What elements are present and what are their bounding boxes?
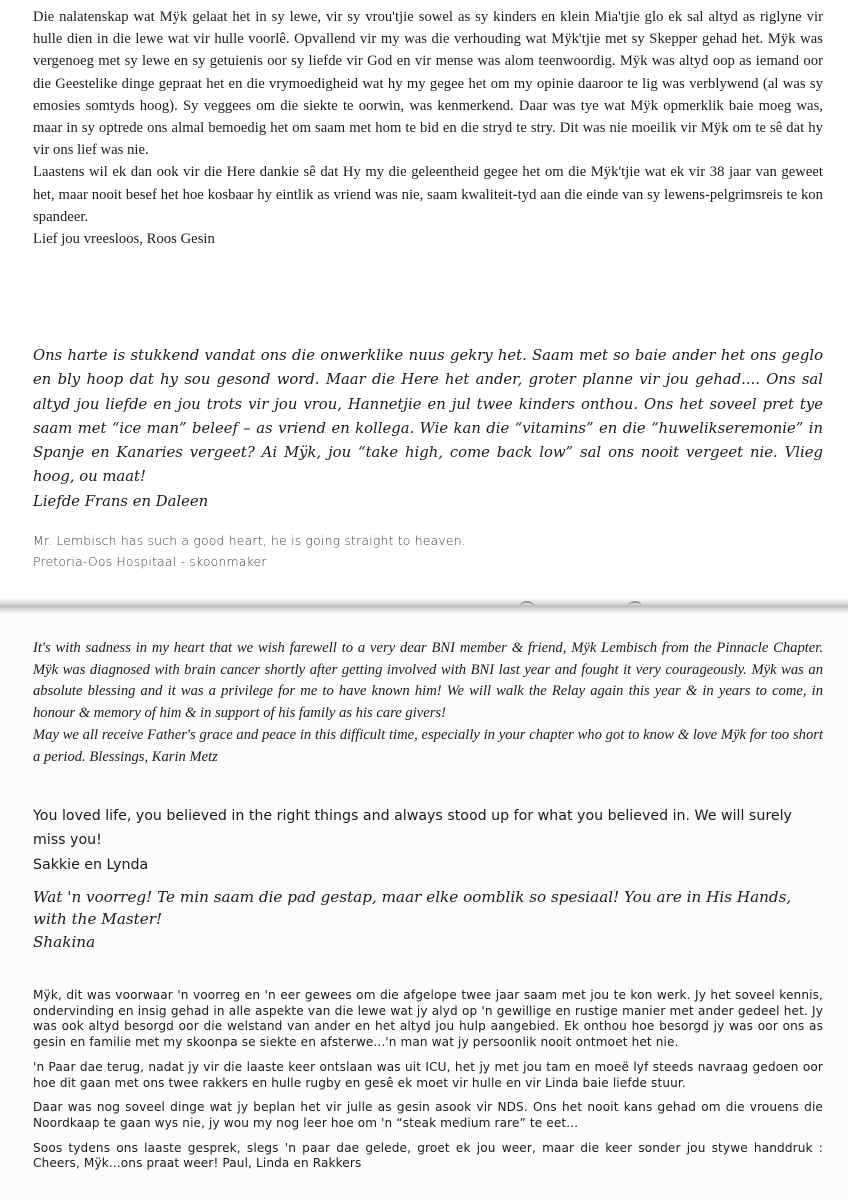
tribute-paragraph: Mÿk, dit was voorwaar 'n voorreg en 'n eer gewees om die afgelope twee jaar saam met jou te kon werk. Jy het soveel kennis, ondervinding en insig gehad in alle aspekte van die lewe wat jy alyd op 'n gewillige en rustige manier met ander gedeel het. Jy was ook altyd besorgd oor die welstand van ander en het altyd jou hulp aangebied. Ek onthou hoe besorgd jy was oor ons as gesin en familie met my skoonpa se siekte en afsterwe...'n man wat jy persoonlik nooit ontmoet het nie. xyxy=(33,988,823,1050)
tribute-paragraph: Daar was nog soveel dinge wat jy beplan het vir julle as gesin asook vir NDS. Ons het nooit kans gehad om die vrouens die Noordkaap te gaan wys nie, jy wou my nog leer hoe om 'n “steak medium rare” te eet... xyxy=(33,1100,823,1130)
tribute-signature: Shakina xyxy=(33,932,96,951)
tribute-roos-gesin xyxy=(33,6,823,250)
fold-notch xyxy=(628,601,642,611)
tribute-body: It's with sadness in my heart that we wish farewell to a very dear BNI member & friend, Mÿk Lembisch from the Pinnacle Chapter. Mÿk was diagnosed with brain cancer shortly after getting involved with BNI last year and fought it very courageously. Mÿk was an absolute blessing and it was a privilege for me to have known him! We will walk the Relay again this year & in years to come, in honour & memory of him & in support of his family as his care givers! xyxy=(33,640,823,722)
tribute-signature: Liefde Frans en Daleen xyxy=(33,492,209,510)
tribute-body: Ons harte is stukkend vandat ons die onwerklike nuus gekry het. Saam met so baie ander het ons geglo en bly hoop dat hy sou gesond word. Maar die Here het ander, groter planne vir jou gehad.... Ons sal altyd jou liefde en jou trots vir jou vrou, Hannetjie en jul twee kinders onthou. Ons het soveel pret tye saam met “ice man” beleef – as vriend en kollega. Wie kan die “vitamins” en die “huwelikseremonie” in Spanje en Kanaries vergeet? Ai Mÿk, jou “take high, come back low” sal ons nooit vergeet nie. Vlieg hoog, ou maat! xyxy=(33,347,823,486)
fold-notch xyxy=(520,601,534,611)
tribute-closing: Laastens wil ek dan ook vir die Here dankie sê dat Hy my die geleentheid gegee het om die Mÿk'tjie wat ek vir 38 jaar van geweet het, maar nooit besef het hoe kosbaar hy eintlik as vriend was nie, saam kwaliteit-tyd aan die einde van sy lewens-pelgrimsreis te kon spandeer. xyxy=(33,164,823,225)
tribute-paragraph: Soos tydens ons laaste gesprek, slegs 'n paar dae gelede, groet ek jou weer, maar die keer sonder jou stywe handdruk : Cheers, Mÿk...ons praat weer! Paul, Linda en Rakkers xyxy=(33,1140,823,1171)
tribute-sakkie-lynda xyxy=(33,804,823,877)
tribute-shakina xyxy=(33,886,823,953)
tribute-hospital-cleaner xyxy=(33,530,823,572)
tribute-closing: May we all receive Father's grace and peace in this difficult time, especially in your chapter who got to know & love Mÿk for too short a period. Blessings, Karin Metz xyxy=(33,726,823,765)
tribute-body: Die nalatenskap wat Mÿk gelaat het in sy lewe, vir sy vrou'tjie sowel as sy kinders en klein Mia'tjie glo ek sal altyd as riglyne vir hulle dien in die lewe wat vir hulle voorlê. Opvallend vir my was die verhouding wat Mÿk'tjie met sy Skepper gehad het. Mÿk was vergenoeg met sy lewe en sy getuienis oor sy liefde vir God en vir mense was alom teenwoordig. Mÿk was altyd oop as iemand oor die Geestelike dinge gepraat het en die vrymoedigheid wat hy my gegee het om my opinie daaroor te lig was verblywend (al was sy emosies somtyds hoog). Sy veggees om die siekte te oorwin, was kenmerkend. Daar was tye wat Mÿk opmerklik baie moeg was, maar in sy optrede ons almal bemoedig het om saam met hom te bid en die stryd te stry. Dit was nie moeilik vir Mÿk om te sê dat hy vir ons lief was nie. xyxy=(33,9,823,159)
tribute-body: You loved life, you believed in the right things and always stood up for what you believed in. We will surely miss you! xyxy=(33,808,792,849)
tribute-body: Mr. Lembisch has such a good heart, he is going straight to heaven. xyxy=(33,533,466,548)
tribute-signature: Lief jou vreesloos, Roos Gesin xyxy=(33,231,215,248)
tribute-body: Wat 'n voorreg! Te min saam die pad gestap, maar elke oomblik so spesiaal! You are in His Hands, with the Master! xyxy=(33,888,792,929)
tribute-paul-linda-rakkers xyxy=(33,988,823,1172)
bottom-page xyxy=(0,614,848,1200)
top-page xyxy=(0,0,848,598)
page-fold xyxy=(0,598,848,614)
tribute-signature: Pretoria-Oos Hospitaal - skoonmaker xyxy=(33,554,267,569)
tribute-paragraph: 'n Paar dae terug, nadat jy vir die laaste keer ontslaan was uit ICU, het jy met jou tam en moeë lyf steeds navraag gedoen oor hoe dit gaan met ons twee rakkers en hulle rugby en gesê ek moet vir hulle en vir Linda baie liefde stuur. xyxy=(33,1059,823,1090)
tribute-frans-daleen xyxy=(33,344,823,514)
tribute-signature: Sakkie en Lynda xyxy=(33,856,149,873)
tribute-karin-metz xyxy=(33,638,823,768)
